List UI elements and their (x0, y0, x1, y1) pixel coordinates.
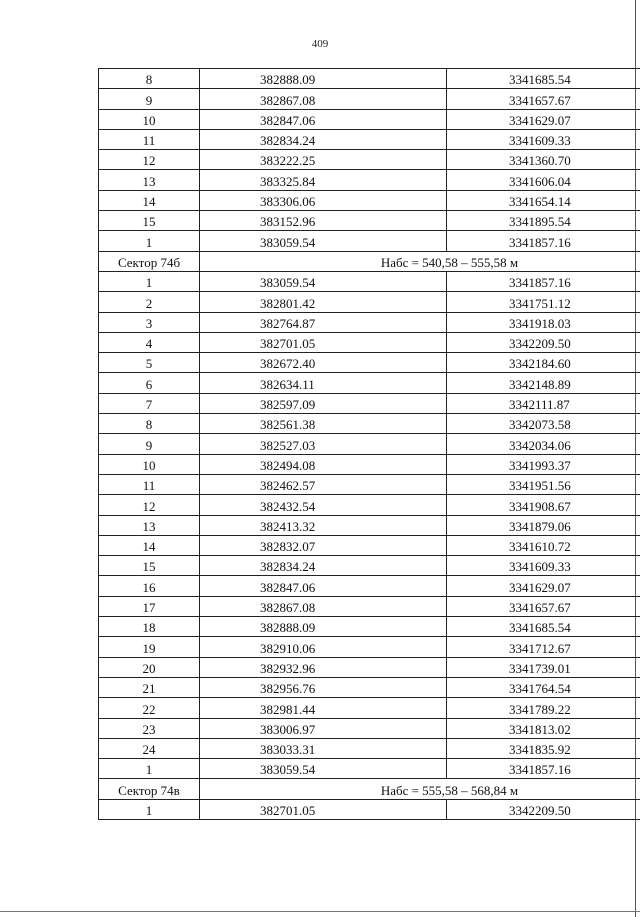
x-coordinate: 382981.44 (200, 698, 447, 718)
y-coordinate: 3341360.70 (447, 150, 640, 170)
point-number: 9 (99, 434, 200, 454)
page-number: 409 (311, 38, 329, 50)
x-coordinate: 382527.03 (200, 434, 447, 454)
x-coordinate: 383059.54 (200, 271, 447, 291)
y-coordinate: 3341609.33 (447, 556, 640, 576)
x-coordinate: 382888.09 (200, 617, 447, 637)
sector-label: Сектор 74б (99, 251, 200, 271)
x-coordinate: 382834.24 (200, 556, 447, 576)
point-number: 23 (99, 718, 200, 738)
y-coordinate: 3341993.37 (447, 454, 640, 474)
table-row (99, 718, 640, 738)
table-row (99, 596, 640, 616)
y-coordinate: 3341895.54 (447, 211, 640, 231)
table-row (99, 231, 640, 251)
table-row (99, 556, 640, 576)
x-coordinate: 383033.31 (200, 738, 447, 758)
y-coordinate: 3341629.07 (447, 576, 640, 596)
table-row (99, 414, 640, 434)
point-number: 13 (99, 515, 200, 535)
y-coordinate: 3341712.67 (447, 637, 640, 657)
y-coordinate: 3341813.02 (447, 718, 640, 738)
x-coordinate: 382847.06 (200, 109, 447, 129)
point-number: 14 (99, 535, 200, 555)
point-number: 16 (99, 576, 200, 596)
point-number: 14 (99, 190, 200, 210)
point-number: 4 (99, 332, 200, 352)
y-coordinate: 3341685.54 (447, 69, 640, 89)
table-row (99, 617, 640, 637)
x-coordinate: 382832.07 (200, 535, 447, 555)
x-coordinate: 382910.06 (200, 637, 447, 657)
table-row (99, 698, 640, 718)
y-coordinate: 3341789.22 (447, 698, 640, 718)
y-coordinate: 3342184.60 (447, 353, 640, 373)
point-number: 1 (99, 799, 200, 819)
y-coordinate: 3341835.92 (447, 738, 640, 758)
x-coordinate: 382932.96 (200, 657, 447, 677)
x-coordinate: 382597.09 (200, 393, 447, 413)
table-row (99, 373, 640, 393)
table-row (99, 759, 640, 779)
y-coordinate: 3341918.03 (447, 312, 640, 332)
sector-height-range: Набс = 555,58 – 568,84 м (200, 779, 640, 799)
x-coordinate: 382462.57 (200, 474, 447, 494)
point-number: 9 (99, 89, 200, 109)
point-number: 18 (99, 617, 200, 637)
point-number: 6 (99, 373, 200, 393)
y-coordinate: 3341657.67 (447, 596, 640, 616)
y-coordinate: 3341751.12 (447, 292, 640, 312)
point-number: 1 (99, 759, 200, 779)
point-number: 12 (99, 150, 200, 170)
x-coordinate: 382867.08 (200, 89, 447, 109)
table-row (99, 535, 640, 555)
y-coordinate: 3341908.67 (447, 495, 640, 515)
x-coordinate: 383059.54 (200, 759, 447, 779)
x-coordinate: 382561.38 (200, 414, 447, 434)
x-coordinate: 383306.06 (200, 190, 447, 210)
table-row (99, 434, 640, 454)
y-coordinate: 3341764.54 (447, 677, 640, 697)
y-coordinate: 3342209.50 (447, 332, 640, 352)
table-row (99, 69, 640, 89)
x-coordinate: 382701.05 (200, 799, 447, 819)
point-number: 17 (99, 596, 200, 616)
y-coordinate: 3341654.14 (447, 190, 640, 210)
sector-header-row (99, 251, 640, 271)
sector-label: Сектор 74в (99, 779, 200, 799)
table-row (99, 495, 640, 515)
x-coordinate: 382764.87 (200, 312, 447, 332)
point-number: 8 (99, 414, 200, 434)
point-number: 24 (99, 738, 200, 758)
y-coordinate: 3341657.67 (447, 89, 640, 109)
x-coordinate: 383006.97 (200, 718, 447, 738)
table-row (99, 109, 640, 129)
table-row (99, 190, 640, 210)
y-coordinate: 3341610.72 (447, 535, 640, 555)
point-number: 1 (99, 271, 200, 291)
x-coordinate: 382847.06 (200, 576, 447, 596)
y-coordinate: 3342073.58 (447, 414, 640, 434)
point-number: 22 (99, 698, 200, 718)
table-row (99, 657, 640, 677)
table-row (99, 637, 640, 657)
x-coordinate: 382672.40 (200, 353, 447, 373)
x-coordinate: 382834.24 (200, 129, 447, 149)
table-row (99, 292, 640, 312)
point-number: 12 (99, 495, 200, 515)
y-coordinate: 3342209.50 (447, 799, 640, 819)
point-number: 2 (99, 292, 200, 312)
table-row (99, 211, 640, 231)
table-row (99, 89, 640, 109)
point-number: 10 (99, 454, 200, 474)
point-number: 8 (99, 69, 200, 89)
y-coordinate: 3341879.06 (447, 515, 640, 535)
x-coordinate: 383059.54 (200, 231, 447, 251)
point-number: 15 (99, 556, 200, 576)
x-coordinate: 382801.42 (200, 292, 447, 312)
y-coordinate: 3341606.04 (447, 170, 640, 190)
x-coordinate: 383222.25 (200, 150, 447, 170)
page-edge-bottom (0, 911, 640, 912)
point-number: 13 (99, 170, 200, 190)
x-coordinate: 382701.05 (200, 332, 447, 352)
coordinates-table (98, 68, 640, 820)
sector-height-range: Набс = 540,58 – 555,58 м (200, 251, 640, 271)
y-coordinate: 3342148.89 (447, 373, 640, 393)
coordinates-table-body (99, 69, 640, 820)
x-coordinate: 382494.08 (200, 454, 447, 474)
y-coordinate: 3341739.01 (447, 657, 640, 677)
point-number: 7 (99, 393, 200, 413)
y-coordinate: 3341951.56 (447, 474, 640, 494)
x-coordinate: 382956.76 (200, 677, 447, 697)
point-number: 15 (99, 211, 200, 231)
table-row (99, 474, 640, 494)
table-row (99, 271, 640, 291)
point-number: 11 (99, 474, 200, 494)
y-coordinate: 3341609.33 (447, 129, 640, 149)
x-coordinate: 382413.32 (200, 515, 447, 535)
point-number: 20 (99, 657, 200, 677)
point-number: 11 (99, 129, 200, 149)
y-coordinate: 3342034.06 (447, 434, 640, 454)
x-coordinate: 382634.11 (200, 373, 447, 393)
point-number: 3 (99, 312, 200, 332)
y-coordinate: 3342111.87 (447, 393, 640, 413)
table-row (99, 393, 640, 413)
table-row (99, 799, 640, 819)
y-coordinate: 3341857.16 (447, 759, 640, 779)
y-coordinate: 3341857.16 (447, 271, 640, 291)
table-row (99, 150, 640, 170)
point-number: 21 (99, 677, 200, 697)
table-row (99, 576, 640, 596)
table-row (99, 312, 640, 332)
x-coordinate: 382867.08 (200, 596, 447, 616)
table-row (99, 454, 640, 474)
point-number: 10 (99, 109, 200, 129)
sector-header-row (99, 779, 640, 799)
table-row (99, 332, 640, 352)
point-number: 19 (99, 637, 200, 657)
y-coordinate: 3341685.54 (447, 617, 640, 637)
x-coordinate: 383152.96 (200, 211, 447, 231)
table-row (99, 738, 640, 758)
x-coordinate: 383325.84 (200, 170, 447, 190)
y-coordinate: 3341857.16 (447, 231, 640, 251)
x-coordinate: 382888.09 (200, 69, 447, 89)
table-row (99, 677, 640, 697)
point-number: 1 (99, 231, 200, 251)
table-row (99, 170, 640, 190)
point-number: 5 (99, 353, 200, 373)
table-row (99, 129, 640, 149)
table-row (99, 353, 640, 373)
x-coordinate: 382432.54 (200, 495, 447, 515)
table-row (99, 515, 640, 535)
y-coordinate: 3341629.07 (447, 109, 640, 129)
